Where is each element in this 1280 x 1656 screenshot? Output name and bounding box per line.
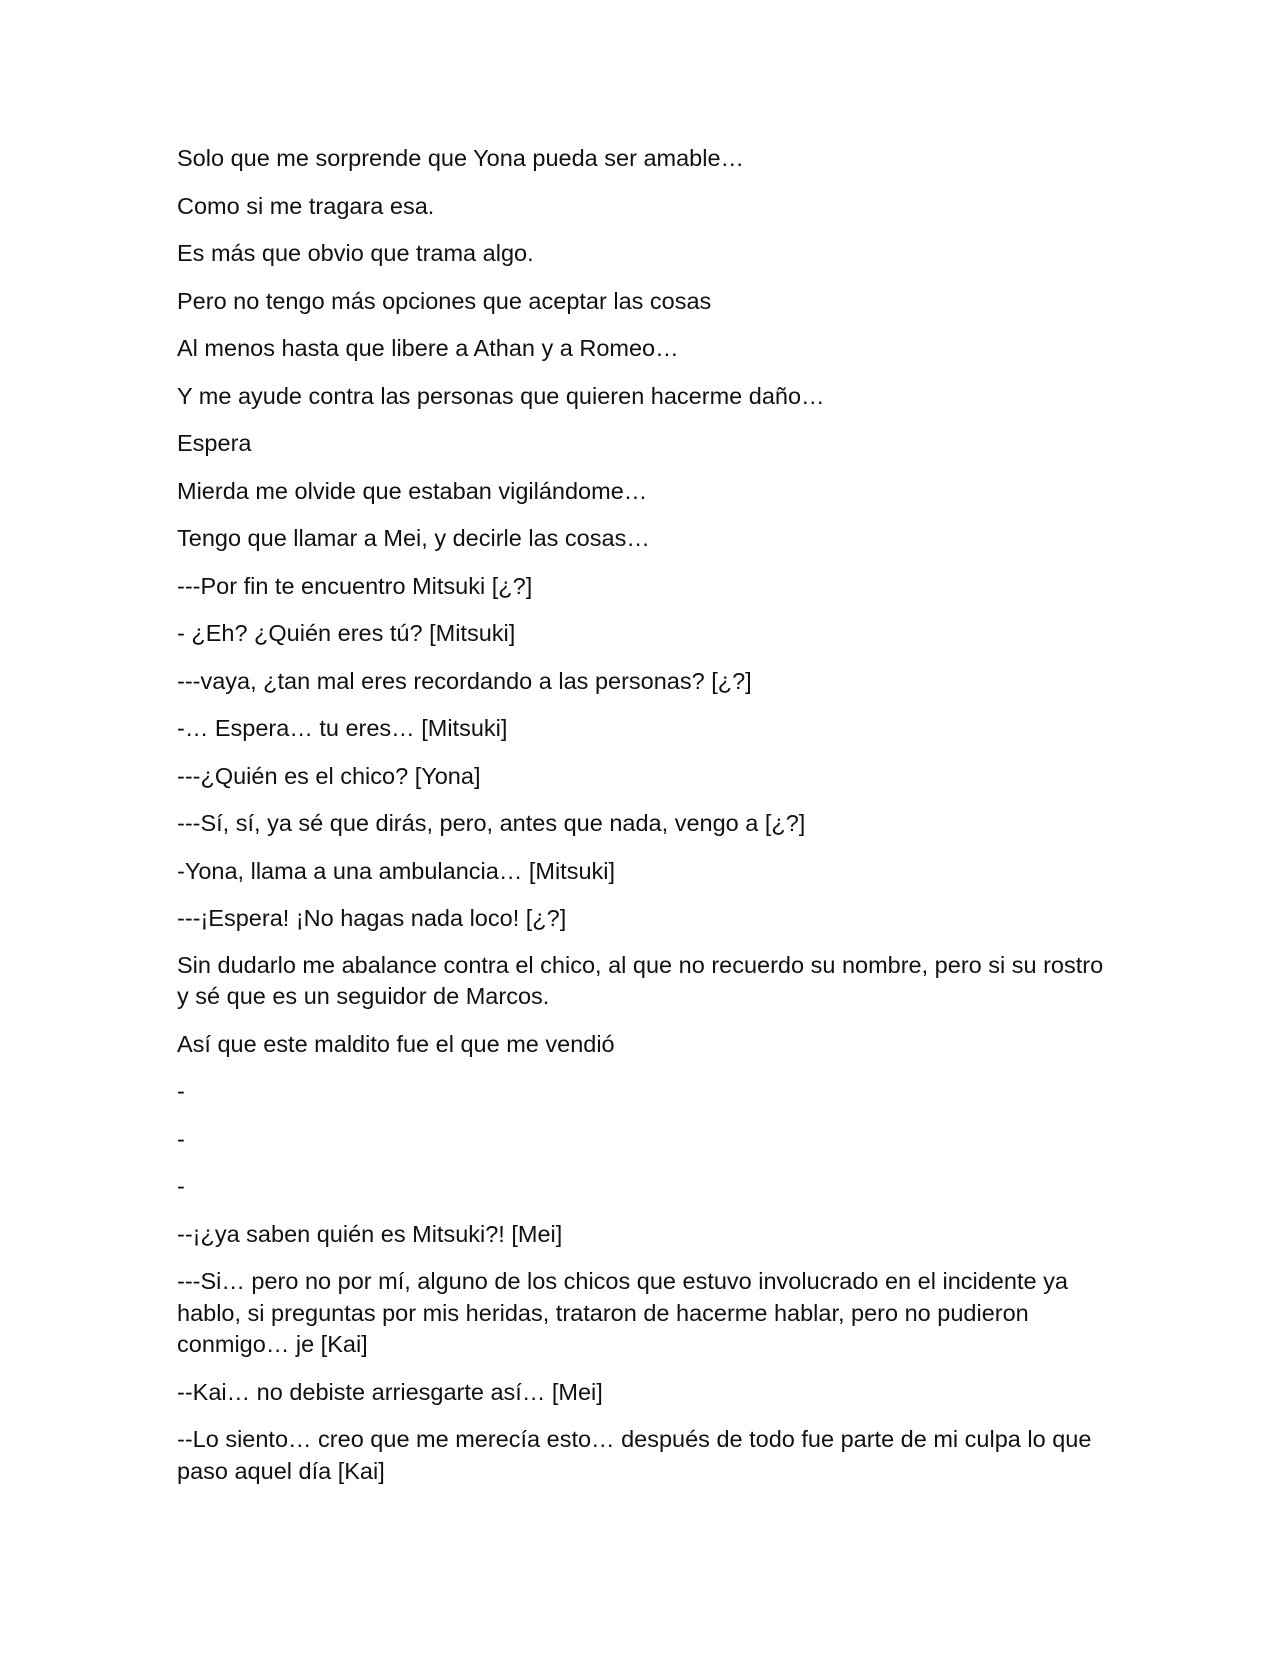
- paragraph: Espera: [177, 430, 252, 456]
- dialogue-line: --Lo siento… creo que me merecía esto… después de todo fue parte de mi culpa lo que paso aquel día [Kai]: [177, 1426, 1098, 1484]
- dialogue-line: ---¿Quién es el chico? [Yona]: [177, 762, 481, 789]
- document-body: [177, 143, 1110, 1503]
- paragraph: Es más que obvio que trama algo.: [177, 240, 534, 266]
- paragraph: Tengo que llamar a Mei, y decirle las cosas…: [177, 525, 650, 551]
- paragraph: Al menos hasta que libere a Athan y a Romeo…: [177, 335, 679, 361]
- dialogue-line: -… Espera… tu eres… [Mitsuki]: [177, 715, 508, 741]
- scene-break-dash: -: [177, 1173, 185, 1199]
- paragraph: Pero no tengo más opciones que aceptar las cosas: [177, 287, 712, 314]
- dialogue-line: ---¡Espera! ¡No hagas nada loco! [¿?]: [177, 905, 567, 931]
- scene-break-dash: -: [177, 1125, 185, 1152]
- dialogue-line: ---Por fin te encuentro Mitsuki [¿?]: [177, 572, 533, 599]
- paragraph: Como si me tragara esa.: [177, 192, 435, 219]
- dialogue-line: -Yona, llama a una ambulancia… [Mitsuki]: [177, 857, 616, 884]
- paragraph: Mierda me olvide que estaban vigilándome…: [177, 477, 648, 504]
- paragraph: Así que este maldito fue el que me vendió: [177, 1030, 615, 1057]
- dialogue-line: ---vaya, ¿tan mal eres recordando a las personas? [¿?]: [177, 667, 752, 694]
- paragraph: Sin dudarlo me abalance contra el chico, al que no recuerdo su nombre, pero si su rostro y sé que es un seguidor de Marcos.: [177, 951, 1110, 1009]
- scene-break-dash: -: [177, 1078, 185, 1104]
- paragraph: Solo que me sorprende que Yona pueda ser amable…: [177, 145, 745, 171]
- dialogue-line: --Kai… no debiste arriesgarte así… [Mei]: [177, 1378, 603, 1405]
- paragraph: Y me ayude contra las personas que quieren hacerme daño…: [177, 382, 825, 409]
- dialogue-line: - ¿Eh? ¿Quién eres tú? [Mitsuki]: [177, 620, 516, 646]
- dialogue-line: ---Sí, sí, ya sé que dirás, pero, antes que nada, vengo a [¿?]: [177, 810, 806, 836]
- dialogue-line: ---Si… pero no por mí, alguno de los chicos que estuvo involucrado en el incidente ya hablo, si preguntas por mis heridas, trataron de hacerme hablar, pero no pudieron conmigo… je [Kai]: [177, 1268, 1075, 1357]
- dialogue-line: --¡¿ya saben quién es Mitsuki?! [Mei]: [177, 1220, 563, 1247]
